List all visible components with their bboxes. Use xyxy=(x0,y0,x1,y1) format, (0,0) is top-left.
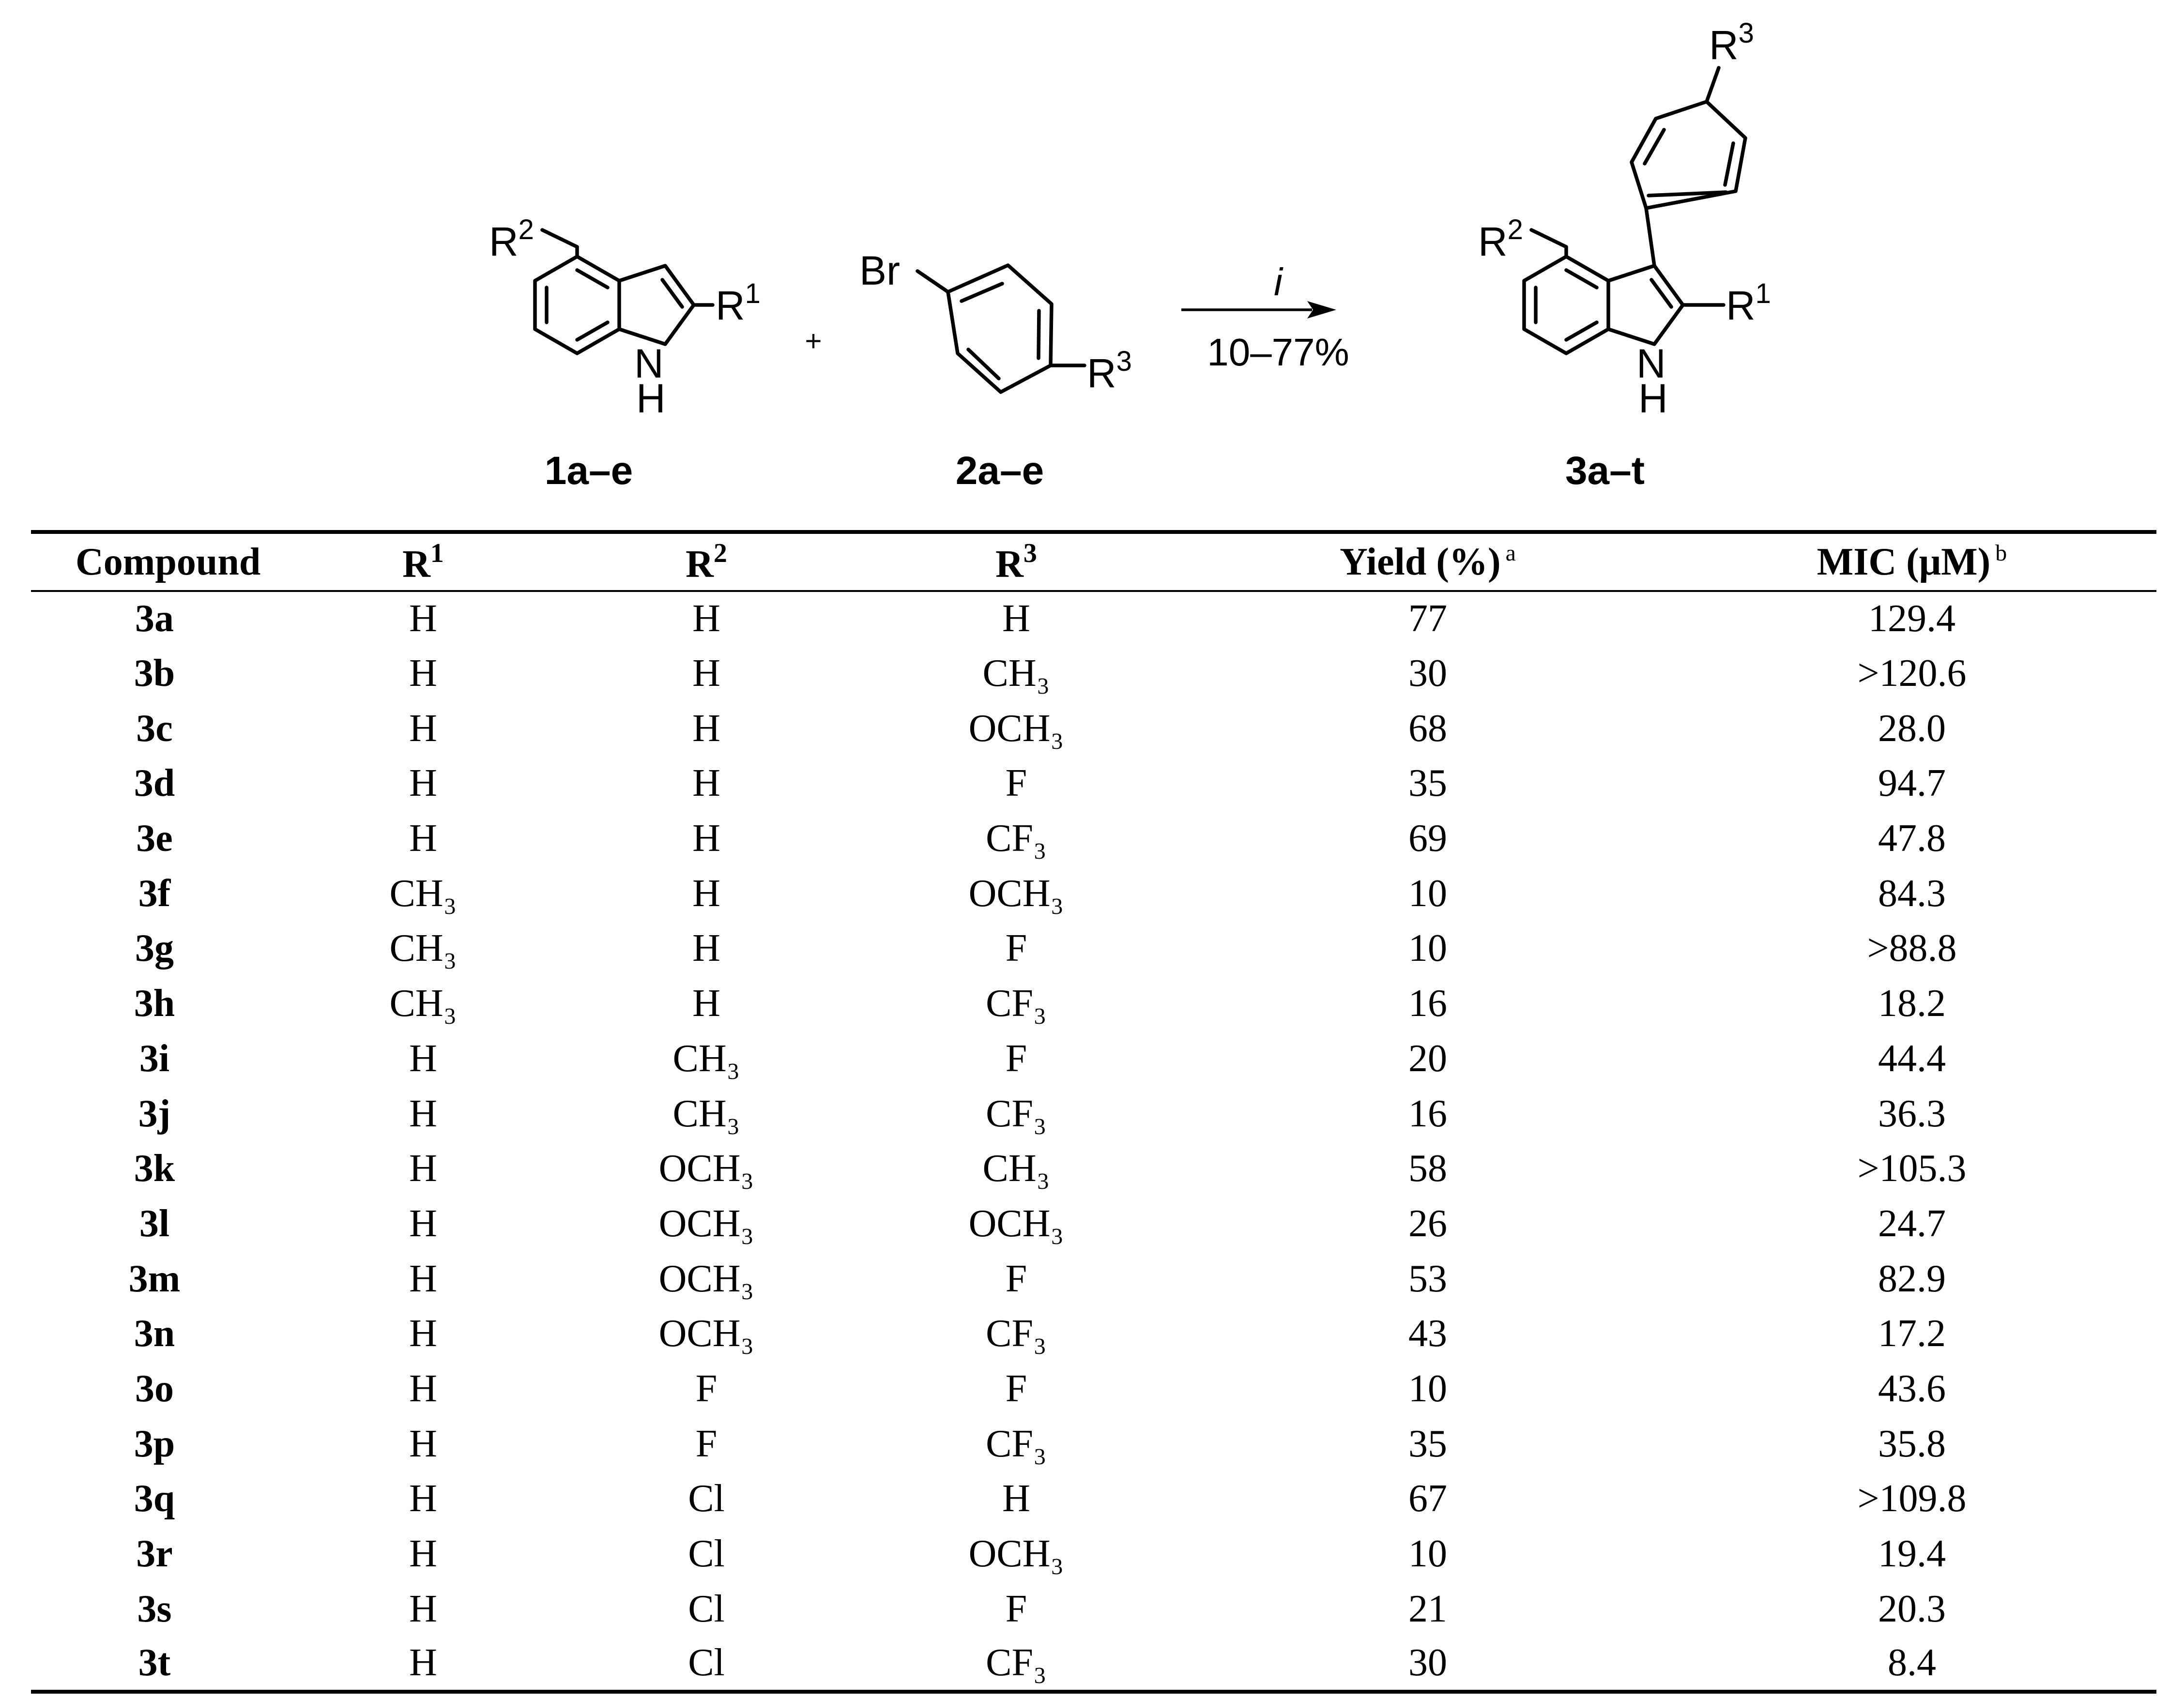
cell-yield: 20 xyxy=(1408,1037,1447,1080)
cell-mic: 19.4 xyxy=(1878,1532,1946,1576)
table-row xyxy=(31,1471,2156,1527)
cell-r2: H xyxy=(692,762,720,805)
cell-yield: 16 xyxy=(1408,1092,1447,1135)
cell-r2: H xyxy=(692,872,720,915)
cell-compound: 3e xyxy=(136,817,173,860)
cell-mic: 8.4 xyxy=(1667,1637,2156,1692)
cell-r2: H xyxy=(692,817,720,860)
cell-r1: H xyxy=(409,1532,437,1576)
cell-r3: OCH₃ xyxy=(968,1532,1064,1576)
aryl-bromide-structure xyxy=(917,265,1084,392)
cell-r3: F xyxy=(1005,1037,1027,1080)
scheme-svg xyxy=(0,0,2184,523)
cell-r3: H xyxy=(1002,597,1030,640)
product-r3-label: $R^3$ xyxy=(1709,17,1754,68)
reaction-arrow xyxy=(1181,301,1336,318)
cell-r3: CF₃ xyxy=(986,982,1047,1025)
header-r1: $R^1$ xyxy=(278,532,568,591)
cell-r2: H xyxy=(692,652,720,695)
cell-yield: 26 xyxy=(1408,1202,1447,1245)
cell-compound: 3l xyxy=(139,1202,170,1245)
cell-yield: 58 xyxy=(1408,1147,1447,1190)
cell-mic: >105.3 xyxy=(1857,1147,1967,1190)
aryl-r3-label: $R^3$ xyxy=(1087,346,1132,396)
cell-yield: 67 xyxy=(1408,1477,1447,1520)
reaction-scheme xyxy=(0,0,2184,523)
table-row xyxy=(31,1086,2156,1141)
table-row xyxy=(31,866,2156,921)
table-row xyxy=(31,811,2156,866)
table-row xyxy=(31,591,2156,646)
table-row xyxy=(31,1637,2156,1692)
cell-r3: CF₃ xyxy=(986,1092,1047,1135)
cell-compound: 3g xyxy=(135,927,174,970)
cell-compound: 3h xyxy=(134,982,175,1025)
cell-r1: H xyxy=(409,1367,437,1410)
table-row xyxy=(31,1251,2156,1306)
cell-yield: 30 xyxy=(1188,1637,1667,1692)
cell-compound: 3d xyxy=(134,762,175,805)
table-row xyxy=(31,1527,2156,1582)
cell-mic: 43.6 xyxy=(1878,1367,1946,1410)
cell-compound: 3q xyxy=(134,1477,175,1520)
cell-yield: 16 xyxy=(1408,982,1447,1025)
cell-mic: >120.6 xyxy=(1857,652,1967,695)
indole-r2-label: $R^2$ xyxy=(489,214,534,264)
footnote-marker-b: b xyxy=(1995,540,2007,566)
cell-r1: H xyxy=(409,1037,437,1080)
table-row xyxy=(31,1197,2156,1252)
cell-compound: 3r xyxy=(136,1532,173,1576)
cell-r2: OCH₃ xyxy=(658,1257,754,1300)
cell-r2: H xyxy=(692,707,720,750)
table-header-row xyxy=(31,532,2156,591)
cell-r2: F xyxy=(695,1422,718,1465)
product-r3-bond xyxy=(1707,68,1719,102)
header-mic: MIC (μM) $^b$ xyxy=(1667,532,2156,591)
plus-sign: + xyxy=(805,325,822,357)
cell-r1: H xyxy=(409,1257,437,1300)
table-row xyxy=(31,1416,2156,1471)
cell-r3: CF₃ xyxy=(844,1637,1188,1692)
cell-r3: CH₃ xyxy=(982,652,1050,695)
cell-compound: 3m xyxy=(128,1257,181,1300)
table-body xyxy=(31,591,2156,1692)
cell-r1: CH₃ xyxy=(389,872,457,915)
cell-yield: 35 xyxy=(1408,1422,1447,1465)
cell-r1: H xyxy=(409,1587,437,1630)
cell-yield: 30 xyxy=(1408,652,1447,695)
product-r2-bond xyxy=(1531,230,1566,257)
cell-mic: 18.2 xyxy=(1878,982,1946,1025)
cell-r2: CH₃ xyxy=(672,1092,740,1135)
cell-compound: 3f xyxy=(138,872,171,915)
bromo-label: Br xyxy=(859,248,900,293)
cell-r1: H xyxy=(409,597,437,640)
cell-yield: 21 xyxy=(1408,1587,1447,1630)
reagent-label: i xyxy=(1274,260,1283,303)
product-r1-label: $R^1$ xyxy=(1726,278,1771,328)
table-row xyxy=(31,756,2156,811)
cell-r3: OCH₃ xyxy=(968,872,1064,915)
table-row xyxy=(31,976,2156,1031)
cell-yield: 77 xyxy=(1408,597,1447,640)
footnote-marker-a: a xyxy=(1505,540,1516,566)
cell-r1: H xyxy=(409,1092,437,1135)
cell-r3: OCH₃ xyxy=(968,707,1064,750)
cell-r1: H xyxy=(409,707,437,750)
product-aryl-link-bond xyxy=(1646,208,1654,266)
cell-compound: 3k xyxy=(134,1147,175,1190)
cell-yield: 10 xyxy=(1408,1367,1447,1410)
cell-r2: OCH₃ xyxy=(658,1202,754,1245)
cell-r1: CH₃ xyxy=(389,982,457,1025)
cell-r1: CH₃ xyxy=(389,927,457,970)
product-r2-label: $R^2$ xyxy=(1478,214,1523,264)
cell-mic: 24.7 xyxy=(1878,1202,1946,1245)
cell-mic: >109.8 xyxy=(1857,1477,1967,1520)
cell-compound: 3t xyxy=(31,1637,278,1692)
table-row xyxy=(31,921,2156,976)
cell-mic: 82.9 xyxy=(1878,1257,1946,1300)
cell-mic: 84.3 xyxy=(1878,872,1946,915)
cell-r1: H xyxy=(409,652,437,695)
compound-data-table xyxy=(31,530,2156,1694)
cell-compound: 3p xyxy=(134,1422,175,1465)
cell-compound: 3b xyxy=(134,652,175,695)
product-nh-n-label: N xyxy=(1636,341,1666,386)
aryl-bromide-inner-bond xyxy=(968,349,999,379)
cell-compound: 3n xyxy=(134,1312,175,1355)
cell-r1: H xyxy=(278,1637,568,1692)
cell-r1: H xyxy=(409,1202,437,1245)
cell-r3: F xyxy=(1005,927,1027,970)
cell-yield: 69 xyxy=(1408,817,1447,860)
cell-compound: 3c xyxy=(136,707,173,750)
cell-r3: F xyxy=(1005,1367,1027,1410)
cell-r2: OCH₃ xyxy=(658,1312,754,1355)
cell-r3: F xyxy=(1005,1257,1027,1300)
product-aryl-inner-bond xyxy=(1725,143,1733,185)
cell-r2: Cl xyxy=(568,1637,844,1692)
cell-compound: 3j xyxy=(138,1092,171,1135)
header-yield: Yield (%) $^a$ xyxy=(1188,532,1667,591)
cell-r1: H xyxy=(409,1477,437,1520)
cell-yield: 43 xyxy=(1408,1312,1447,1355)
cell-yield: 68 xyxy=(1408,707,1447,750)
cell-mic: 94.7 xyxy=(1878,762,1946,805)
cell-yield: 35 xyxy=(1408,762,1447,805)
cell-r1: H xyxy=(409,817,437,860)
cell-r1: H xyxy=(409,762,437,805)
cell-r3: CF₃ xyxy=(986,1422,1047,1465)
table-row xyxy=(31,1306,2156,1362)
cell-compound: 3i xyxy=(139,1037,170,1080)
cell-mic: 129.4 xyxy=(1868,597,1955,640)
cell-r2: Cl xyxy=(688,1477,725,1520)
cell-r2: F xyxy=(695,1367,718,1410)
indole-nh-h-label: H xyxy=(636,376,666,421)
cell-r2: H xyxy=(692,597,720,640)
header-compound: Compound xyxy=(31,532,278,591)
cell-r3: OCH₃ xyxy=(968,1202,1064,1245)
cell-r2: H xyxy=(692,982,720,1025)
cell-r2: Cl xyxy=(688,1587,725,1630)
cell-r3: F xyxy=(1005,1587,1027,1630)
product-nh-h-label: H xyxy=(1638,376,1668,421)
cell-r3: CH₃ xyxy=(982,1147,1050,1190)
indole-r2-bond xyxy=(542,230,577,257)
cell-r3: H xyxy=(1002,1477,1030,1520)
indole-nh-n-label: N xyxy=(634,341,664,386)
table-row xyxy=(31,1141,2156,1197)
aryl-bromide-inner-bond xyxy=(962,284,1002,301)
yield-range-label: 10–77% xyxy=(1207,331,1349,374)
cell-mic: 17.2 xyxy=(1878,1312,1946,1355)
cell-compound: 3a xyxy=(135,597,174,640)
cell-r2: H xyxy=(692,927,720,970)
cell-mic: 28.0 xyxy=(1878,707,1946,750)
cell-r1: H xyxy=(409,1147,437,1190)
table-row xyxy=(31,1362,2156,1417)
cell-mic: 44.4 xyxy=(1878,1037,1946,1080)
cell-mic: 47.8 xyxy=(1878,817,1946,860)
cell-r1: H xyxy=(409,1422,437,1465)
cell-r1: H xyxy=(409,1312,437,1355)
cell-r2: CH₃ xyxy=(672,1037,740,1080)
cell-compound: 3o xyxy=(135,1367,174,1410)
indole-r1-label: $R^1$ xyxy=(716,278,761,328)
product-label: 3a–t xyxy=(1565,449,1645,493)
reactant1-label: 1a–e xyxy=(544,449,633,493)
indole-reactant-structure xyxy=(535,230,713,353)
cell-r2: OCH₃ xyxy=(658,1147,754,1190)
cell-yield: 10 xyxy=(1408,872,1447,915)
cell-compound: 3s xyxy=(137,1587,172,1630)
cell-r3: CF₃ xyxy=(986,1312,1047,1355)
cell-mic: 36.3 xyxy=(1878,1092,1946,1135)
aryl-bromide-br-bond xyxy=(917,271,948,292)
cell-mic: 35.8 xyxy=(1878,1422,1946,1465)
table-row xyxy=(31,701,2156,756)
product-structure xyxy=(1524,68,1745,353)
table-row xyxy=(31,1031,2156,1087)
reactant2-label: 2a–e xyxy=(955,449,1044,493)
table-row xyxy=(31,646,2156,701)
cell-r3: F xyxy=(1005,762,1027,805)
cell-mic: >88.8 xyxy=(1867,927,1957,970)
cell-r3: CF₃ xyxy=(986,817,1047,860)
table-row xyxy=(31,1581,2156,1637)
header-r3: $R^3$ xyxy=(844,532,1188,591)
cell-mic: 20.3 xyxy=(1878,1587,1946,1630)
cell-r2: Cl xyxy=(688,1532,725,1576)
header-r2: $R^2$ xyxy=(568,532,844,591)
cell-yield: 10 xyxy=(1408,1532,1447,1576)
cell-yield: 53 xyxy=(1408,1257,1447,1300)
cell-yield: 10 xyxy=(1408,927,1447,970)
